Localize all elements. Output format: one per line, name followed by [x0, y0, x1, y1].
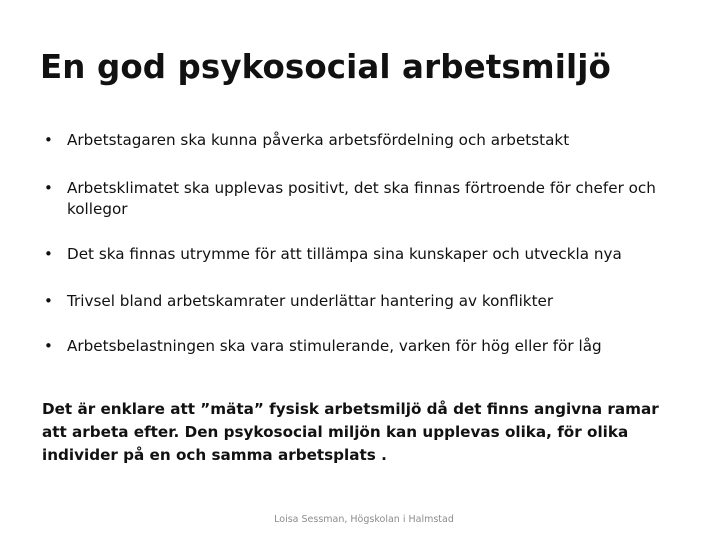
- bullet-text: Arbetsklimatet ska upplevas positivt, det ska finnas förtroende för chefer och kollegor: [67, 179, 656, 218]
- bullet-point-icon: •: [44, 292, 53, 310]
- bullet-item: [44, 244, 684, 265]
- bullet-text: Det ska finnas utrymme för att tillämpa sina kunskaper och utveckla nya: [67, 245, 622, 263]
- bullet-text: Trivsel bland arbetskamrater underlättar hantering av konflikter: [67, 292, 554, 310]
- slide-title: En god psykosocial arbetsmiljö: [40, 48, 611, 86]
- bullet-point-icon: •: [44, 179, 53, 197]
- bullet-point-icon: •: [44, 337, 53, 355]
- bullet-point-icon: •: [44, 131, 53, 149]
- summary-note: Det är enklare att ”mäta” fysisk arbetsmiljö då det finns angivna ramar att arbeta efter. Den psykosocial miljön kan upplevas olika, för olika individer på en och samma arbetsplats .: [42, 400, 659, 464]
- bullet-item: [44, 178, 684, 220]
- bullet-item: [44, 291, 684, 312]
- bullet-point-icon: •: [44, 245, 53, 263]
- bullet-item: [44, 336, 684, 357]
- slide-footer: Loisa Sessman, Högskolan i Halmstad: [274, 514, 454, 525]
- bullet-list: [44, 130, 684, 384]
- bullet-item: [44, 130, 684, 151]
- bullet-text: Arbetsbelastningen ska vara stimulerande, varken för hög eller för låg: [67, 337, 602, 355]
- bullet-text: Arbetstagaren ska kunna påverka arbetsfördelning och arbetstakt: [67, 131, 570, 149]
